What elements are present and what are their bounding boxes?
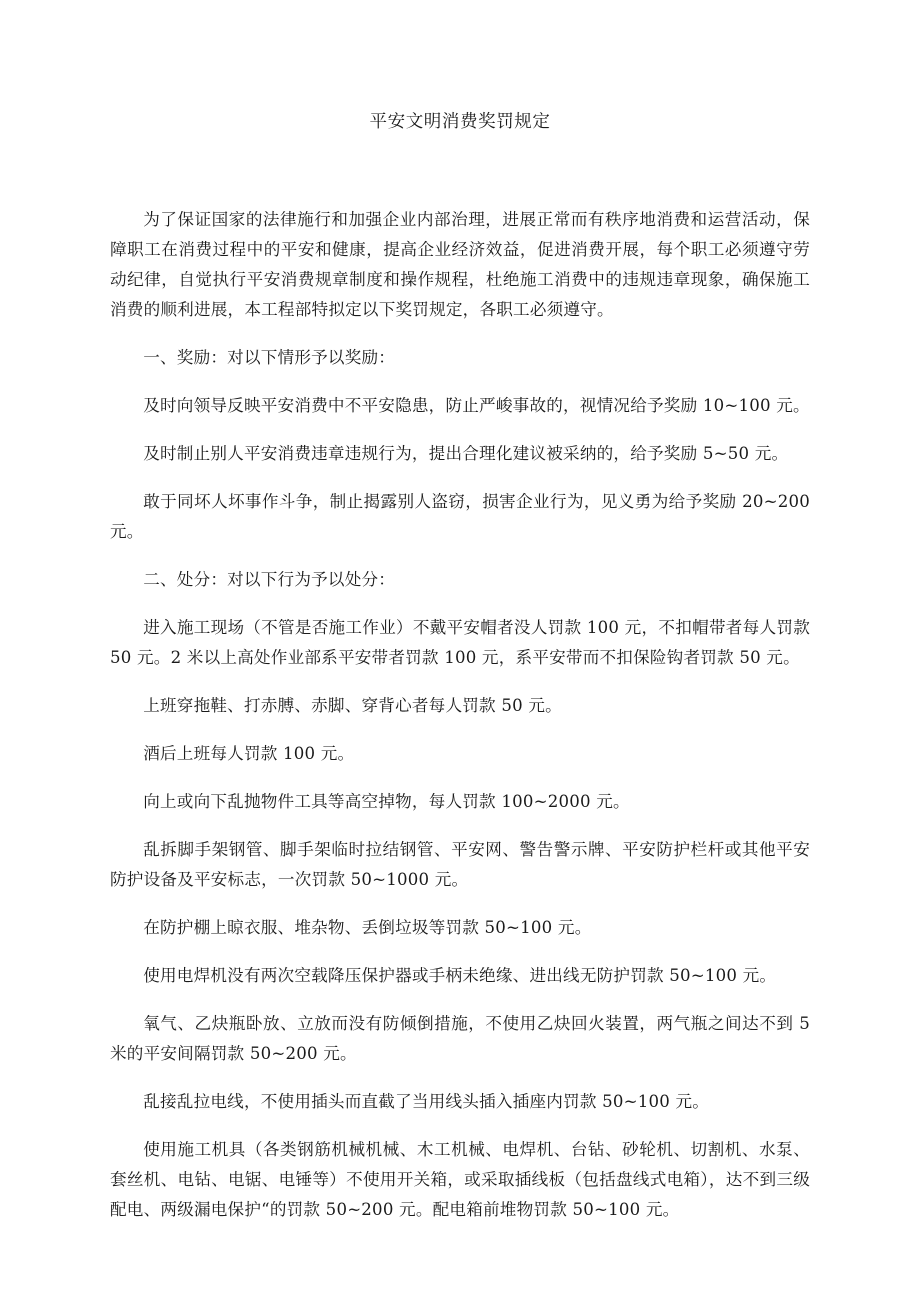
document-body — [110, 205, 810, 1225]
spacer — [110, 1069, 810, 1087]
spacer — [110, 769, 810, 787]
spacer — [110, 817, 810, 835]
paragraph-penalty-10: 使用施工机具（各类钢筋机械机械、木工机械、电焊机、台钻、砂轮机、切割机、水泵、套丝机、电钻、电锯、电锤等）不使用开关箱，或采取插线板（包括盘线式电箱），达不到三级配电、两级漏电保护“的罚款 50~200 元。配电箱前堆物罚款 50~100 元。 — [110, 1140, 810, 1219]
spacer — [110, 421, 810, 439]
paragraph-penalty-1: 进入施工现场（不管是否施工作业）不戴平安帽者没人罚款 100 元，不扣帽带者每人罚款 50 元。2 米以上高处作业部系平安带者罚款 100 元，系平安带而不扣保险钩者罚款 50 元。 — [110, 618, 810, 667]
spacer — [110, 547, 810, 565]
paragraph-reward-3: 敢于同坏人坏事作斗争，制止揭露别人盗窃，损害企业行为，见义勇为给予奖励 20~200 元。 — [110, 492, 810, 541]
spacer — [110, 595, 810, 613]
spacer — [110, 991, 810, 1009]
paragraph-penalty-3: 酒后上班每人罚款 100 元。 — [143, 744, 355, 763]
paragraph-reward-2: 及时制止别人平安消费违章违规行为，提出合理化建议被采纳的，给予奖励 5~50 元。 — [143, 444, 789, 463]
paragraph-penalty-8: 氧气、乙炔瓶卧放、立放而没有防倾倒措施，不使用乙炔回火装置，两气瓶之间达不到 5 米的平安间隔罚款 50~200 元。 — [110, 1014, 810, 1063]
spacer — [110, 469, 810, 487]
spacer — [110, 1117, 810, 1135]
section-heading-rewards: 一、奖励：对以下情形予以奖励： — [143, 348, 396, 367]
spacer — [110, 721, 810, 739]
paragraph-penalty-6: 在防护棚上晾衣服、堆杂物、丢倒垃圾等罚款 50~100 元。 — [143, 918, 592, 937]
spacer — [110, 673, 810, 691]
spacer — [110, 325, 810, 343]
spacer — [110, 943, 810, 961]
section-heading-penalties: 二、处分：对以下行为予以处分： — [143, 570, 396, 589]
spacer — [110, 373, 810, 391]
page-title: 平安文明消费奖罚规定 — [369, 112, 551, 132]
paragraph-penalty-5: 乱拆脚手架钢管、脚手架临时拉结钢管、平安网、警告警示牌、平安防护栏杆或其他平安防护设备及平安标志，一次罚款 50~1000 元。 — [110, 840, 810, 889]
paragraph-preamble: 为了保证国家的法律施行和加强企业内部治理，进展正常而有秩序地消费和运营活动，保障职工在消费过程中的平安和健康，提高企业经济效益，促进消费开展，每个职工必须遵守劳动纪律，自觉执行平安消费规章制度和操作规程，杜绝施工消费中的违规违章现象，确保施工消费的顺利进展，本工程部特拟定以下奖罚规定，各职工必须遵守。 — [110, 210, 810, 319]
paragraph-penalty-2: 上班穿拖鞋、打赤膊、赤脚、穿背心者每人罚款 50 元。 — [143, 696, 562, 715]
paragraph-reward-1: 及时向领导反映平安消费中不平安隐患，防止严峻事故的，视情况给予奖励 10~100 元。 — [143, 396, 810, 415]
paragraph-penalty-4: 向上或向下乱抛物件工具等高空掉物，每人罚款 100~2000 元。 — [143, 792, 630, 811]
spacer — [110, 895, 810, 913]
paragraph-penalty-7: 使用电焊机没有两次空载降压保护器或手柄未绝缘、进出线无防护罚款 50~100 元。 — [143, 966, 777, 985]
paragraph-penalty-9: 乱接乱拉电线，不使用插头而直截了当用线头插入插座内罚款 50~100 元。 — [143, 1092, 710, 1111]
